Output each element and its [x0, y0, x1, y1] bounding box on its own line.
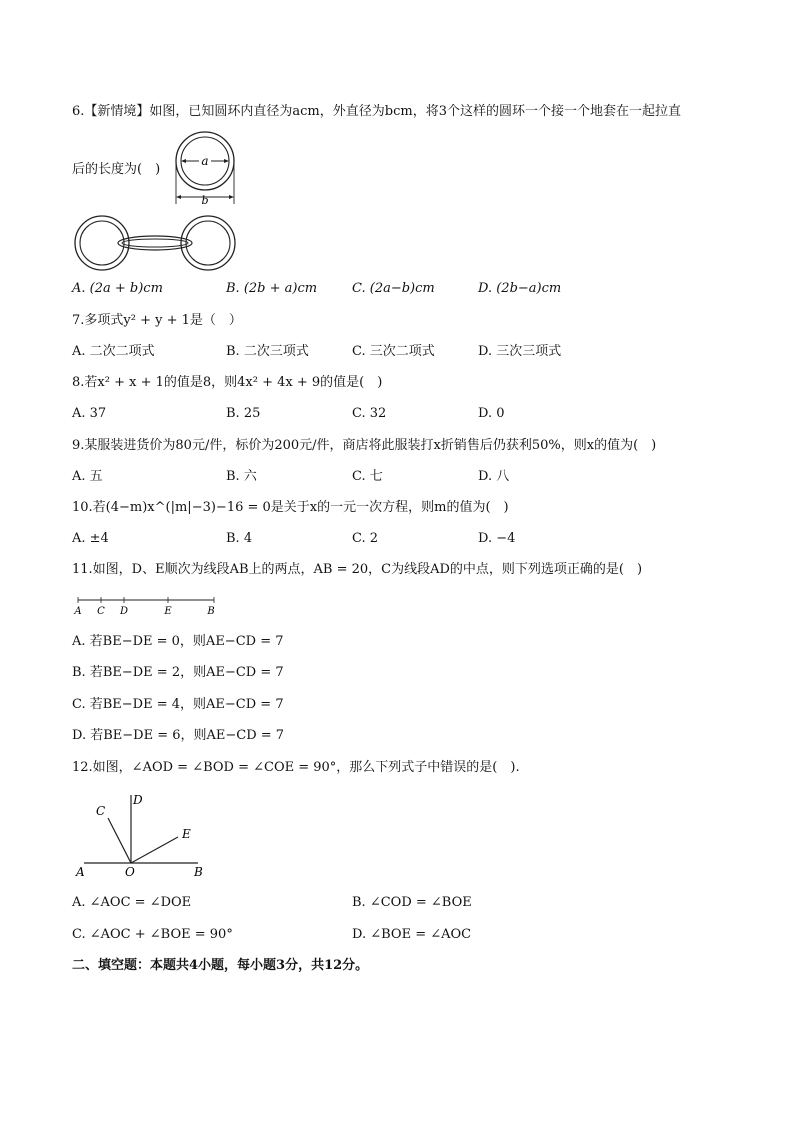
q10-option-d: D. −4 — [478, 531, 516, 546]
q12-option-b: B. ∠COD = ∠BOE — [352, 895, 472, 910]
q8-option-d: D. 0 — [478, 406, 505, 421]
point-label-d: D — [119, 606, 129, 617]
fig-label-b: b — [201, 194, 209, 207]
q6-option-a: A. (2a + b)cm — [72, 281, 163, 296]
angle-label-c: C — [96, 804, 106, 818]
q10-option-a: A. ±4 — [72, 531, 109, 546]
q11-option-a: A. 若BE−DE = 0，则AE−CD = 7 — [72, 634, 284, 649]
q7-stem: 7.多项式y² + y + 1是（ ） — [72, 313, 242, 328]
q10-option-b: B. 4 — [226, 531, 253, 546]
point-label-a: A — [74, 606, 82, 617]
q6-stem-line1: 6.【新情境】如图，已知圆环内直径为acm，外直径为bcm，将3个这样的圆环一个接一个地套在一起拉直 — [72, 104, 681, 119]
angle-label-b: B — [194, 865, 203, 879]
angle-label-a: A — [76, 865, 85, 879]
q9-option-c: C. 七 — [352, 469, 383, 484]
three-rings-figure — [74, 214, 236, 272]
q11-option-c: C. 若BE−DE = 4，则AE−CD = 7 — [72, 697, 284, 712]
q6-option-b: B. (2b + a)cm — [226, 281, 318, 296]
angle-figure — [74, 790, 214, 880]
q6-stem-line2: 后的长度为( ) — [72, 162, 161, 177]
q7-option-d: D. 三次三项式 — [478, 344, 562, 359]
segment-ab-figure — [74, 594, 219, 618]
q10-stem: 10.若(4−m)x^(|m|−3)−16 = 0是关于x的一元一次方程，则m的值为( ) — [72, 500, 509, 515]
q12-option-d: D. ∠BOE = ∠AOC — [352, 927, 472, 942]
q12-option-a: A. ∠AOC = ∠DOE — [72, 895, 192, 910]
q11-option-d: D. 若BE−DE = 6，则AE−CD = 7 — [72, 728, 285, 743]
q7-option-b: B. 二次三项式 — [226, 344, 309, 359]
point-label-e: E — [164, 606, 172, 617]
angle-label-d: D — [133, 793, 143, 807]
q9-stem: 9.某服装进货价为80元/件，标价为200元/件，商店将此服装打x折销售后仍获利50%，则x的值为( ) — [72, 438, 657, 453]
point-label-b: B — [207, 606, 215, 617]
q9-option-d: D. 八 — [478, 469, 510, 484]
q11-option-b: B. 若BE−DE = 2，则AE−CD = 7 — [72, 665, 284, 680]
q8-option-c: C. 32 — [352, 406, 387, 421]
q12-stem: 12.如图，∠AOD = ∠BOD = ∠COE = 90°，那么下列式子中错误的是( ). — [72, 760, 520, 775]
q9-option-a: A. 五 — [72, 469, 103, 484]
q7-option-c: C. 三次二项式 — [352, 344, 435, 359]
q7-option-a: A. 二次二项式 — [72, 344, 155, 359]
q8-stem: 8.若x² + x + 1的值是8，则4x² + 4x + 9的值是( ) — [72, 375, 383, 390]
ring-dimension-figure — [170, 132, 240, 208]
angle-label-o: O — [125, 865, 135, 879]
q9-option-b: B. 六 — [226, 469, 257, 484]
q6-option-c: C. (2a−b)cm — [352, 281, 435, 296]
q6-option-d: D. (2b−a)cm — [478, 281, 562, 296]
q10-option-c: C. 2 — [352, 531, 379, 546]
q8-option-b: B. 25 — [226, 406, 261, 421]
angle-label-e: E — [182, 827, 191, 841]
point-label-c: C — [97, 606, 105, 617]
q12-option-c: C. ∠AOC + ∠BOE = 90° — [72, 927, 233, 942]
fig-label-a: a — [201, 154, 209, 168]
q8-option-a: A. 37 — [72, 406, 107, 421]
section-fill-in-blank-heading: 二、填空题：本题共4小题，每小题3分，共12分。 — [72, 958, 369, 973]
q11-stem: 11.如图，D、E顺次为线段AB上的两点，AB = 20，C为线段AD的中点，则下列选项正确的是( ) — [72, 562, 643, 577]
